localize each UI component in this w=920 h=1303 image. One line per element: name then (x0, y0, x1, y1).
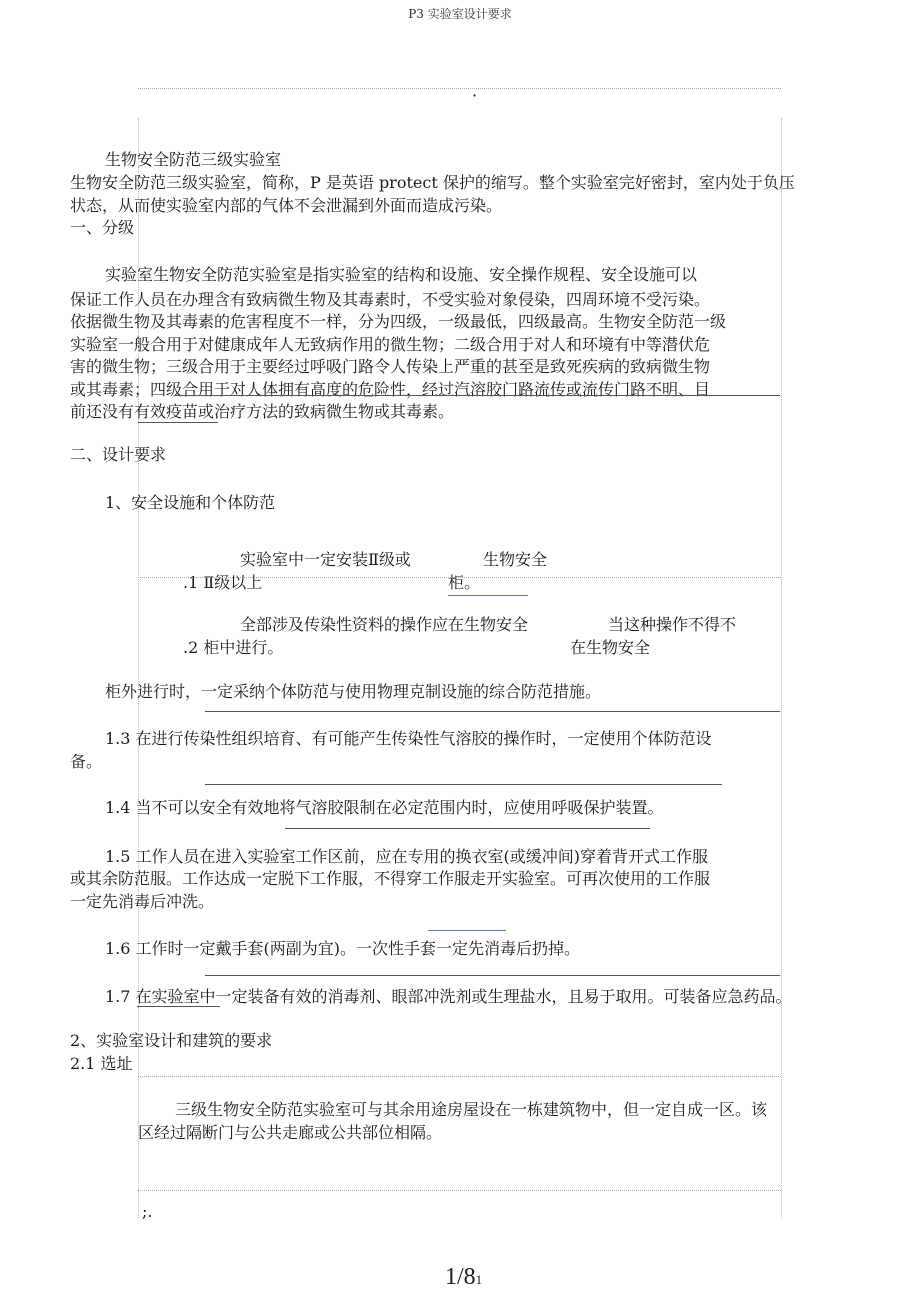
page-number (445, 1262, 482, 1295)
grading-line: 前还没有有效疫苗或治疗方法的致病微生物或其毒素。 (70, 402, 455, 421)
item-1-2-part: 当这种操作不得不 (608, 615, 737, 634)
grading-line: 依据微生物及其毒素的危害程度不一样，分为四级，一级最低，四级最高。生物安全防范一级 (70, 312, 727, 331)
site-line: 三级生物安全防范实验室可与其余用途房屋设在一栋建筑物中，但一定自成一区。该 (175, 1100, 768, 1119)
section-title-design: 二、设计要求 (70, 445, 167, 464)
grading-line: 保证工作人员在办理含有致病微生物及其毒素时，不受实验对象侵染，四周环境不受污染。 (70, 290, 711, 309)
grading-line: 或其毒素；四级合用于对人体拥有高度的危险性，经过汽溶胶门路流传或流传门路不明、目 (70, 380, 711, 399)
item-1-2-part: 全部涉及传染性资料的操作应在生物安全 (240, 615, 529, 634)
item-1-2-part: 在生物安全 (570, 638, 651, 657)
page-number-current: 1/8 (445, 1264, 476, 1290)
page-header-title: P3 实验室设计要求 (408, 7, 512, 21)
item-1-1-part: 实验室中一定安装Ⅱ级或 (240, 550, 411, 569)
underline-rule (205, 784, 722, 785)
grading-line: 害的微生物；三级合用于主要经过呼吸门路令人传染上严重的甚至是致死疾病的致病微生物 (70, 357, 711, 376)
item-1-3-line: 备。 (70, 752, 103, 771)
item-1-1-part: 柜。 (448, 573, 481, 592)
site-line: 区经过隔断门与公共走廊或公共部位相隔。 (138, 1123, 443, 1142)
strike-rule (175, 395, 780, 396)
underline-rule (138, 422, 218, 423)
subsection-title-building: 2、实验室设计和建筑的要求 (70, 1031, 273, 1050)
main-heading: 生物安全防范三级实验室 (105, 150, 282, 169)
item-1-2-part: .2 柜中进行。 (183, 638, 284, 657)
subsection-title-safety: 1、安全设施和个体防范 (105, 493, 276, 512)
item-1-1-part: 生物安全 (483, 550, 548, 569)
underline-rule (205, 975, 780, 976)
item-1-6: 1.6 工作时一定戴手套(两副为宜)。一次性手套一定先消毒后扔掉。 (105, 939, 581, 958)
item-1-5-line: 一定先消毒后冲洗。 (70, 892, 215, 911)
intro-line: 状态，从而使实验室内部的气体不会泄漏到外面而造成污染。 (70, 196, 503, 215)
underline-rule (285, 828, 650, 829)
frame-top-rule (138, 1076, 781, 1077)
frame-top-rule (138, 577, 781, 578)
grading-line: 实验室一般合用于对健康成年人无致病作用的微生物；二级合用于对人和环境有中等潜伏危 (70, 335, 711, 354)
item-1-7: 1.7 在实验室中一定装备有效的消毒剂、眼部冲洗剂或生理盐水，且易于取用。可装备应急药品。 (105, 987, 792, 1006)
header-rule (138, 88, 781, 89)
footer-mark: ;. (142, 1202, 153, 1221)
top-marker: · (472, 86, 478, 105)
intro-line: 生物安全防范三级实验室，简称，P 是英语 protect 保护的缩写。整个实验室完好密封，室内处于负压 (70, 173, 795, 192)
item-1-2-part: 柜外进行时，一定采纳个体防范与使用物理克制设施的综合防范措施。 (105, 682, 602, 701)
item-1-3-line: 1.3 在进行传染性组织培育、有可能产生传染性气溶胶的操作时，一定使用个体防范设 (105, 729, 712, 748)
underline-rule (205, 711, 780, 712)
frame-bottom-rule (138, 1190, 781, 1191)
grading-line: 实验室生物安全防范实验室是指实验室的结构和设施、安全操作规程、安全设施可以 (105, 265, 698, 284)
page-number-suffix: 1 (475, 1272, 483, 1287)
item-1-5-line: 1.5 工作人员在进入实验室工作区前，应在专用的换衣室(或缓冲间)穿着背开式工作服 (105, 847, 709, 866)
underline-rule (448, 595, 528, 596)
item-1-1-part: .1 Ⅱ级以上 (183, 573, 263, 592)
underline-rule (428, 930, 506, 931)
frame-right-rule (781, 118, 782, 1218)
subsection-title-site: 2.1 选址 (70, 1054, 133, 1073)
item-1-4: 1.4 当不可以安全有效地将气溶胶限制在必定范围内时，应使用呼吸保护装置。 (105, 798, 664, 817)
section-title-grading: 一、分级 (70, 218, 135, 237)
item-1-5-line: 或其余防范服。工作达成一定脱下工作服，不得穿工作服走开实验室。可再次使用的工作服 (70, 869, 711, 888)
underline-rule (137, 1006, 220, 1007)
